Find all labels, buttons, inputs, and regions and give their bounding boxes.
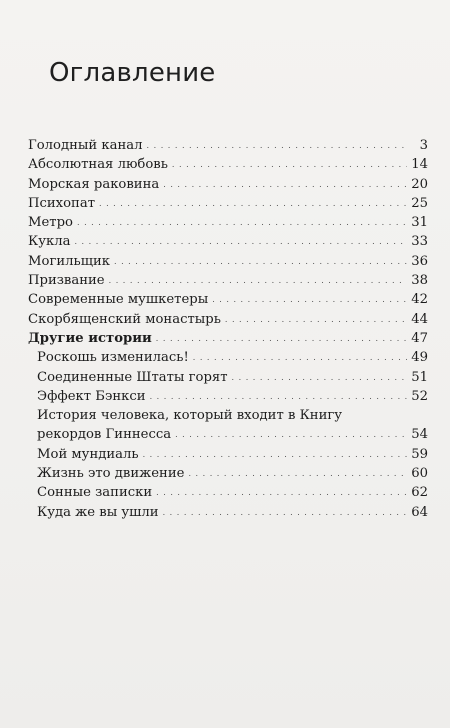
toc-sub-entry [28, 348, 428, 367]
dot-leader [188, 464, 407, 483]
toc-entry-title: Абсолютная любовь [28, 157, 168, 173]
toc-sub-entry [28, 368, 428, 387]
toc-entry-page: 3 [419, 138, 428, 153]
dot-leader [99, 194, 407, 213]
toc-entry-page: 25 [411, 195, 428, 211]
toc-entry-title: Жизнь это движение [37, 466, 185, 482]
toc-entry-title: Соединенные Штаты горят [37, 369, 228, 385]
toc-entry-title: Мой мундиаль [37, 446, 139, 462]
page-title: Оглавление [49, 58, 216, 88]
toc-entry-page: 36 [411, 253, 428, 269]
toc-sub-entry [28, 483, 428, 502]
toc-entry-page: 38 [411, 273, 428, 289]
dot-leader [74, 232, 407, 251]
toc-entry [28, 175, 428, 194]
toc-sub-entry [28, 387, 428, 406]
dot-leader [114, 252, 407, 271]
toc-entry-title: Метро [28, 215, 73, 231]
toc-entry-line2 [37, 425, 428, 444]
toc-sub-entry [28, 445, 428, 464]
toc-section-title: Другие истории [28, 330, 152, 346]
toc-sub-entry [28, 464, 428, 483]
dot-leader [109, 271, 408, 290]
toc-entry-title: Куда же вы ушли [37, 504, 159, 520]
toc-entry [28, 213, 428, 232]
toc-entry-page: 31 [411, 215, 428, 231]
toc-entry-page: 64 [411, 504, 428, 520]
toc-entry [28, 290, 428, 309]
toc-section-heading [28, 329, 428, 348]
toc-entry-title: Голодный канал [28, 138, 143, 153]
dot-leader [77, 213, 407, 232]
toc-entry-page: 42 [411, 292, 428, 308]
toc-entry-page: 44 [411, 311, 428, 327]
toc-entry-title: Могильщик [28, 253, 110, 269]
toc-entry-page: 49 [411, 350, 428, 366]
toc-entry-title: Сонные записки [37, 485, 153, 501]
toc-entry [28, 136, 428, 155]
toc-entry-page: 59 [411, 446, 428, 462]
toc-entry [28, 194, 428, 213]
toc-entry-title: Современные мушкетеры [28, 292, 209, 308]
dot-leader [175, 425, 407, 444]
dot-leader [172, 155, 407, 174]
toc-sub-entry [28, 503, 428, 522]
dot-leader [225, 310, 407, 329]
dot-leader [147, 136, 408, 155]
toc-entry-title: Морская раковина [28, 176, 160, 192]
toc-entry-page: 52 [411, 388, 428, 404]
toc-entry-title: Скорбященский монастырь [28, 311, 221, 327]
toc-entry [28, 310, 428, 329]
dot-leader [156, 329, 407, 348]
dot-leader [143, 445, 408, 464]
toc-entry-title: Роскошь изменилась! [37, 350, 189, 366]
toc-entry-title: Кукла [28, 234, 71, 250]
toc-entry-page: 20 [411, 176, 428, 192]
dot-leader [212, 290, 407, 309]
toc-section-page: 47 [411, 330, 428, 346]
toc-entry-page: 33 [411, 234, 428, 250]
dot-leader [163, 503, 408, 522]
toc-entry-page: 60 [411, 466, 428, 482]
toc-entry-title-line1: История человека, который входит в Книгу [37, 408, 343, 424]
toc-sub-entry-multiline [28, 406, 428, 445]
toc-entry-title: Эффект Бэнкси [37, 388, 146, 404]
toc-entry [28, 155, 428, 174]
toc-entry [28, 252, 428, 271]
toc-entry-title: Психопат [28, 195, 95, 211]
toc-entry-page: 62 [411, 485, 428, 501]
dot-leader [156, 483, 407, 502]
dot-leader [232, 368, 408, 387]
toc-entry [28, 271, 428, 290]
dot-leader [150, 387, 408, 406]
toc-entry-title: Призвание [28, 273, 105, 289]
dot-leader [163, 175, 407, 194]
toc-entry-page: 51 [411, 369, 428, 385]
toc-entry-page: 14 [411, 157, 428, 173]
dot-leader [193, 348, 407, 367]
toc-entry [28, 232, 428, 251]
toc-entry-page: 54 [411, 427, 428, 443]
toc-entry-title-line2: рекордов Гиннесса [37, 427, 172, 443]
table-of-contents [28, 136, 428, 522]
